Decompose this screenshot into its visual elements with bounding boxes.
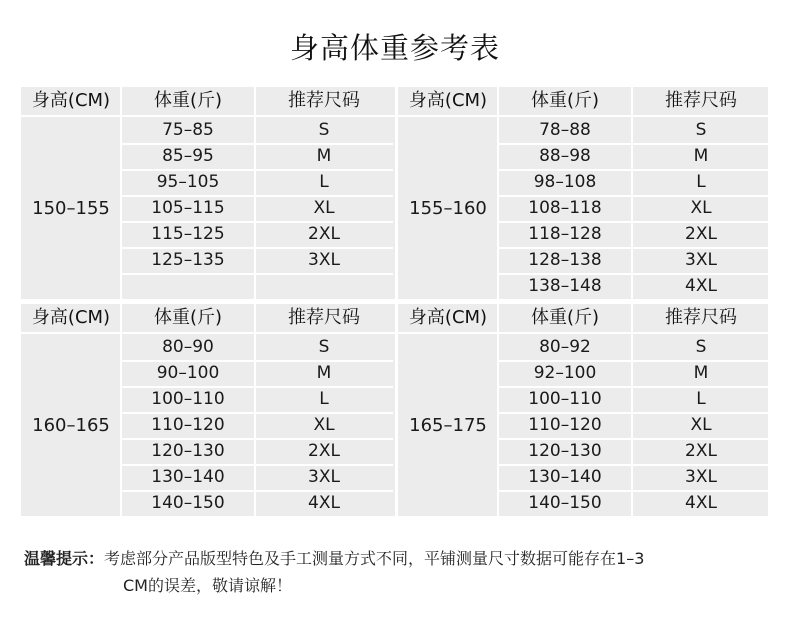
size-cell: XL <box>313 198 335 218</box>
size-cell: XL <box>690 415 712 435</box>
size-cell: 3XL <box>308 250 340 270</box>
size-cell: 2XL <box>685 441 717 461</box>
table-row <box>498 273 770 299</box>
weight-cell: 128–138 <box>528 250 602 270</box>
table-row <box>498 169 770 197</box>
header-height: 身高(CM) <box>408 90 488 111</box>
header-weight: 体重(斤) <box>530 90 600 111</box>
table-row <box>498 334 770 362</box>
header-size: 推荐尺码 <box>665 307 737 328</box>
tip-label: 温馨提示： <box>24 549 105 568</box>
height-range-cell: 150–155 <box>32 197 110 219</box>
table-row <box>498 490 770 516</box>
table-header-row <box>21 87 395 117</box>
table-row <box>121 438 393 466</box>
size-cell: S <box>318 120 330 140</box>
tip-text-line1: 考虑部分产品版型特色及手工测量方式不同，平铺测量尺寸数据可能存在1–3 <box>104 549 645 568</box>
table-row <box>498 360 770 388</box>
size-cell: XL <box>690 198 712 218</box>
weight-cell: 98–108 <box>533 172 597 192</box>
table-row <box>121 247 393 275</box>
table-row <box>121 412 393 440</box>
size-cell: M <box>693 146 709 166</box>
weight-cell: 138–148 <box>528 276 602 296</box>
size-cell: 3XL <box>685 250 717 270</box>
weight-cell: 80–90 <box>162 337 214 357</box>
size-cell: L <box>319 389 329 409</box>
table-row <box>498 221 770 249</box>
header-height: 身高(CM) <box>31 307 111 328</box>
weight-cell: 130–140 <box>151 467 225 487</box>
weight-cell: 140–150 <box>528 493 602 513</box>
weight-cell: 85–95 <box>162 146 214 166</box>
size-cell: M <box>316 146 332 166</box>
size-cell: 4XL <box>685 276 717 296</box>
weight-cell: 110–120 <box>151 415 225 435</box>
size-table-3 <box>21 304 395 516</box>
weight-cell: 78–88 <box>539 120 591 140</box>
size-cell: L <box>696 172 706 192</box>
header-weight: 体重(斤) <box>153 307 223 328</box>
size-table-2 <box>398 87 768 299</box>
table-divider <box>395 87 398 299</box>
size-cell: S <box>318 337 330 357</box>
size-cell: M <box>693 363 709 383</box>
header-height: 身高(CM) <box>31 90 111 111</box>
header-size: 推荐尺码 <box>288 90 360 111</box>
size-cell: 4XL <box>685 493 717 513</box>
size-cell <box>255 273 393 299</box>
size-cell: 3XL <box>308 467 340 487</box>
height-range-cell: 155–160 <box>409 197 487 219</box>
page-title: 身高体重参考表 <box>289 31 500 65</box>
weight-cell <box>121 273 255 299</box>
weight-cell: 130–140 <box>528 467 602 487</box>
weight-cell: 88–98 <box>539 146 591 166</box>
weight-cell: 125–135 <box>151 250 225 270</box>
height-range-cell: 160–165 <box>32 414 110 436</box>
weight-cell: 100–110 <box>151 389 225 409</box>
size-cell: S <box>695 337 707 357</box>
table-divider <box>395 304 398 516</box>
size-table-4 <box>398 304 768 516</box>
header-size: 推荐尺码 <box>288 307 360 328</box>
table-header-row <box>398 87 768 117</box>
table-row <box>498 412 770 440</box>
height-range-cell: 165–175 <box>409 414 487 436</box>
weight-cell: 115–125 <box>151 224 225 244</box>
weight-cell: 100–110 <box>528 389 602 409</box>
size-cell: L <box>696 389 706 409</box>
weight-cell: 95–105 <box>156 172 220 192</box>
weight-cell: 140–150 <box>151 493 225 513</box>
table-row <box>121 221 393 249</box>
weight-cell: 110–120 <box>528 415 602 435</box>
size-cell: 2XL <box>685 224 717 244</box>
size-cell: 4XL <box>308 493 340 513</box>
table-row <box>121 169 393 197</box>
size-cell: XL <box>313 415 335 435</box>
table-row <box>498 464 770 492</box>
size-table-block <box>21 304 768 516</box>
table-row <box>498 247 770 275</box>
table-header-row <box>398 304 768 334</box>
table-row <box>498 117 770 145</box>
table-row <box>121 490 393 516</box>
weight-cell: 80–92 <box>539 337 591 357</box>
tip-note <box>24 545 644 599</box>
weight-cell: 118–128 <box>528 224 602 244</box>
tip-text-line2: CM的误差，敬请谅解！ <box>123 576 292 595</box>
table-row <box>121 273 393 299</box>
size-cell: 2XL <box>308 441 340 461</box>
size-cell: M <box>316 363 332 383</box>
table-row <box>498 438 770 466</box>
header-weight: 体重(斤) <box>530 307 600 328</box>
size-cell: 3XL <box>685 467 717 487</box>
header-weight: 体重(斤) <box>153 90 223 111</box>
size-cell: L <box>319 172 329 192</box>
weight-cell: 90–100 <box>156 363 220 383</box>
weight-cell: 120–130 <box>528 441 602 461</box>
size-cell: 2XL <box>308 224 340 244</box>
table-row <box>121 117 393 145</box>
table-row <box>121 360 393 388</box>
size-table-block <box>21 87 768 299</box>
header-size: 推荐尺码 <box>665 90 737 111</box>
table-row <box>498 143 770 171</box>
table-row <box>121 334 393 362</box>
table-row <box>498 386 770 414</box>
weight-cell: 75–85 <box>162 120 214 140</box>
table-row <box>121 386 393 414</box>
size-table-1 <box>21 87 395 299</box>
table-row <box>121 464 393 492</box>
table-row <box>121 143 393 171</box>
weight-cell: 108–118 <box>528 198 602 218</box>
table-row <box>498 195 770 223</box>
table-header-row <box>21 304 395 334</box>
weight-cell: 120–130 <box>151 441 225 461</box>
weight-cell: 92–100 <box>533 363 597 383</box>
weight-cell: 105–115 <box>151 198 225 218</box>
size-cell: S <box>695 120 707 140</box>
table-row <box>121 195 393 223</box>
header-height: 身高(CM) <box>408 307 488 328</box>
